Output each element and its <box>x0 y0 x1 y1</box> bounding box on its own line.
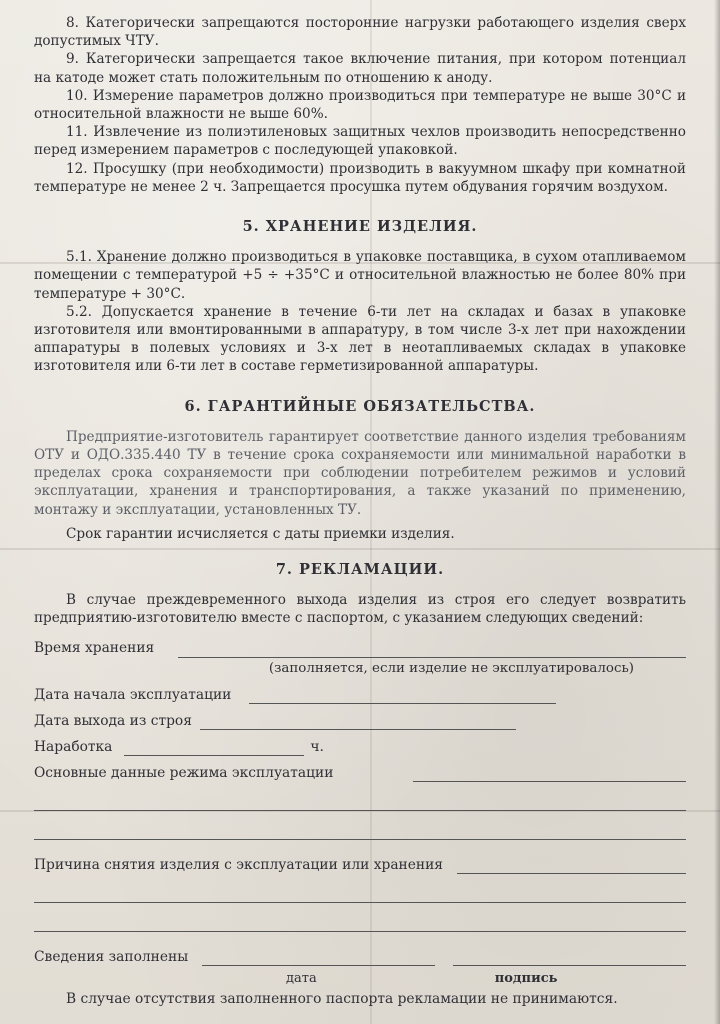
signature-caption: подпись <box>494 970 558 986</box>
filled-date-field[interactable] <box>202 951 435 966</box>
removal-reason-line-3[interactable] <box>34 903 686 932</box>
final-note: В случае отсутствия заполненного паспорта рекламации не принимаются. <box>66 990 618 1007</box>
section-5-paragraph-2: 5.2. Допускается хранение в течение 6-ти лет на складах и базах в упаковке изготовителя или вмонтированными в аппаратуру, в том числе 3-х лет при нахождении аппаратуры в полевых условиях и 3-х лет в неотапливаемых складах в упаковке изготовителя или 6-ти лет в составе герметизированной аппаратуры. <box>34 303 686 375</box>
removal-reason-label: Причина снятия изделия с эксплуатации или хранения <box>34 856 443 873</box>
item-10: 10. Измерение параметров должно производиться при температуре не выше 30°С и относительной влажности не выше 60%. <box>34 87 686 123</box>
item-11: 11. Извлечение из полиэтиленовых защитных чехлов производить непосредственно перед измерением параметров с последующей упаковкой. <box>34 124 686 159</box>
storage-time-label: Время хранения <box>34 640 155 657</box>
section-7-heading: 7. РЕКЛАМАЦИИ. <box>275 561 445 579</box>
date-caption: дата <box>286 970 317 986</box>
document-content <box>34 14 686 1008</box>
operating-time-unit: ч. <box>310 738 324 755</box>
filled-captions <box>34 970 686 988</box>
item-12: 12. Просушку (при необходимости) производить в вакуумном шкафу при комнатной температуре не менее 2 ч. Запрещается просушка путем обдувания горячим воздухом. <box>34 160 686 195</box>
mode-data-label: Основные данные режима эксплуатации <box>34 764 334 781</box>
failure-date-row <box>34 704 686 730</box>
operating-time-field[interactable] <box>124 741 304 756</box>
item-9: 9. Категорически запрещается такое включение питания, при котором потенциал на катоде может стать положительным по отношению к аноду. <box>34 51 686 86</box>
mode-data-line-3[interactable] <box>34 811 686 840</box>
removal-reason-line-2[interactable] <box>34 874 686 903</box>
mode-data-field[interactable] <box>413 767 686 782</box>
filled-row <box>34 940 686 966</box>
item-8: 8. Категорически запрещаются посторонние нагрузки работающего изделия сверх допустимых ЧТУ. <box>34 15 686 50</box>
failure-date-label: Дата выхода из строя <box>34 712 192 729</box>
operating-time-row <box>34 730 686 756</box>
storage-time-note: (заполняется, если изделие не эксплуатировалось) <box>268 660 634 676</box>
section-5-heading: 5. ХРАНЕНИЕ ИЗДЕЛИЯ. <box>242 218 478 236</box>
failure-date-field[interactable] <box>200 715 516 730</box>
section-6-paragraph-1: Предприятие-изготовитель гарантирует соответствие данного изделия требованиям ОТУ и ОДО.335.440 ТУ в течение срока сохраняемости или минимальной наработки в пределах срока сохраняемости при соблюдении потребителем режимов и условий эксплуатации, хранения и транспортирования, а также указаний по применению, монтажу и эксплуатации, установленных ТУ. <box>34 428 686 518</box>
storage-time-row <box>34 632 686 658</box>
storage-time-field[interactable] <box>178 643 686 658</box>
removal-reason-row <box>34 848 686 874</box>
section-6-paragraph-2: Срок гарантии исчисляется с даты приемки изделия. <box>66 525 455 542</box>
start-date-label: Дата начала эксплуатации <box>34 686 232 703</box>
section-6-heading: 6. ГАРАНТИЙНЫЕ ОБЯЗАТЕЛЬСТВА. <box>184 397 536 415</box>
filled-signature-field[interactable] <box>453 951 686 966</box>
filled-label: Сведения заполнены <box>34 948 189 965</box>
removal-reason-field[interactable] <box>457 859 686 874</box>
section-5-paragraph-1: 5.1. Хранение должно производиться в упаковке поставщика, в сухом отапливаемом помещении с температурой +5 ÷ +35°С и относительной влажностью не более 80% при температуре + 30°С. <box>34 249 686 302</box>
page-edge-shadow <box>714 0 720 1024</box>
start-date-field[interactable] <box>249 689 556 704</box>
start-date-row <box>34 678 686 704</box>
mode-data-line-2[interactable] <box>34 782 686 811</box>
operating-time-label: Наработка <box>34 738 113 755</box>
section-7-intro: В случае преждевременного выхода изделия из строя его следует возвратить предприятию-изготовителю вместе с паспортом, с указанием следующих сведений: <box>34 592 686 627</box>
mode-data-row <box>34 756 686 782</box>
